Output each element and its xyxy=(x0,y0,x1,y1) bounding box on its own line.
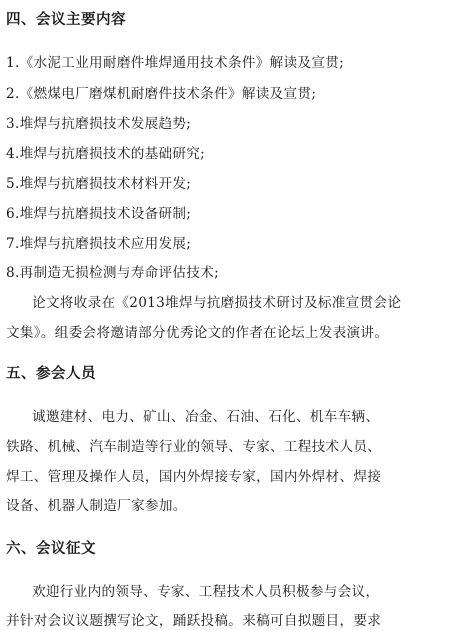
list-item: 2.《燃煤电厂磨煤机耐磨件技术条件》解读及宣贯; xyxy=(6,86,317,102)
section-heading-4: 四、会议主要内容 xyxy=(6,12,126,28)
list-item: 1.《水泥工业用耐磨件堆焊通用技术条件》解读及宣贯; xyxy=(6,55,345,71)
paragraph-line: 并针对会议议题撰写论文，踊跃投稿。来稿可自拟题目，要求 xyxy=(6,613,382,629)
section-heading-5: 五、参会人员 xyxy=(6,366,96,382)
list-item: 8.再制造无损检测与寿命评估技术; xyxy=(6,265,219,281)
paragraph-line: 欢迎行业内的领导、专家、工程技术人员积极参与会议， xyxy=(32,584,380,600)
paragraph-line: 论文将收录在《2013堆焊与抗磨损技术研讨及标准宣贯会论 xyxy=(32,295,402,311)
paragraph-line: 焊工、管理及操作人员，国内外焊接专家，国内外焊材、焊接 xyxy=(6,469,382,485)
list-item: 5.堆焊与抗磨损技术材料开发; xyxy=(6,176,192,192)
section-heading-6: 六、会议征文 xyxy=(6,541,96,557)
list-item: 3.堆焊与抗磨损技术发展趋势; xyxy=(6,116,192,132)
paragraph-line: 诚邀建材、电力、矿山、冶金、石油、石化、机车车辆、 xyxy=(32,409,380,425)
list-item: 6.堆焊与抗磨损技术设备研制; xyxy=(6,206,192,222)
paragraph-line: 铁路、机械、汽车制造等行业的领导、专家、工程技术人员、 xyxy=(6,439,382,455)
list-item: 4.堆焊与抗磨损技术的基础研究; xyxy=(6,146,206,162)
paragraph-line: 设备、机器人制造厂家参加。 xyxy=(6,498,187,514)
list-item: 7.堆焊与抗磨损技术应用发展; xyxy=(6,236,192,252)
paragraph-line: 文集》。组委会将邀请部分优秀论文的作者在论坛上发表演讲。 xyxy=(6,325,389,341)
